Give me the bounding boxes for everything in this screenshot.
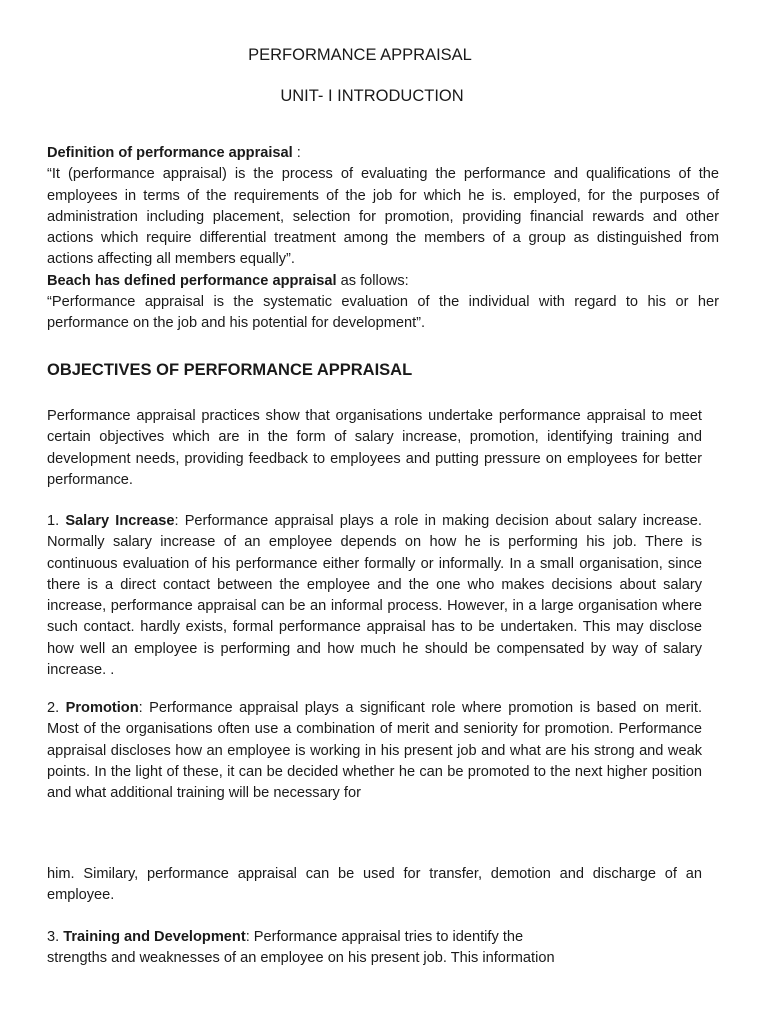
objectives-heading: OBJECTIVES OF PERFORMANCE APPRAISAL (47, 361, 413, 379)
salary-increase-label: Salary Increase (65, 513, 175, 529)
definition-label-suffix: : (292, 145, 301, 161)
document-title: PERFORMANCE APPRAISAL (248, 46, 472, 64)
beach-label-suffix: as follows: (336, 272, 409, 289)
training-development-text: : Performance appraisal tries to identify the (245, 929, 524, 945)
promotion-continued-paragraph: him. Similary, performance appraisal can be used for transfer, demotion and discharge of an employee. (47, 866, 702, 904)
definition-label: Definition of performance appraisal (47, 145, 293, 161)
training-development-paragraph (47, 927, 702, 970)
salary-increase-text: : Performance appraisal plays a role in making decision about salary increase. Normally salary increase of an employee depends on how he is performing his job. There is continuous evaluation of his performance either formally or informally. In a small organisation, since there is a direct contact between the employee and the one who makes decisions about salary increase, performance appraisal can be an informal process. However, in a large organisation where such contact. hardly exists, formal performance appraisal has to be undertaken. This may disclose how well an employee is performing and how much he should be compensated by way of salary increase. . (47, 513, 702, 679)
intro-paragraph: Performance appraisal practices show that organisations undertake performance appraisal to meet certain objectives which are in the form of salary increase, promotion, identifying training and development needs, providing feedback to employees and putting pressure on employees for better performance. (47, 408, 702, 488)
training-line-1 (47, 927, 702, 948)
promotion-paragraph (47, 698, 702, 804)
beach-quote: “Performance appraisal is the systematic evaluation of the individual with regard to his or her performance on the job and his potential for development”. (47, 294, 719, 332)
promotion-label: Promotion (65, 700, 139, 716)
salary-increase-paragraph (47, 511, 702, 681)
item-number: 2. (47, 700, 66, 716)
training-line-2: strengths and weaknesses of an employee on his present job. This information (47, 950, 555, 967)
definition-paragraph (47, 143, 719, 335)
definition-quote: “It (performance appraisal) is the process of evaluating the performance and qualifications of the employees in terms of the requirements of the job for which he is. employed, for the purposes of administration including placement, selection for promotion, providing financial rewards and other actions which require differential treatment among the members of a group as distinguished from actions affecting all members equally”. (47, 166, 719, 268)
beach-label: Beach has defined performance appraisal (47, 272, 337, 289)
item-number: 1. (47, 513, 66, 529)
unit-subtitle: UNIT- I INTRODUCTION (280, 87, 464, 105)
promotion-text: : Performance appraisal plays a significant role where promotion is based on merit. Most of the organisations often use a combination of merit and seniority for promotion. Performance appraisal discloses how an employee is working in his present job and what are his strong and weak points. In the light of these, it can be decided whether he can be promoted to the next higher position and what additional training will be necessary for (47, 700, 702, 802)
training-development-label: Training and Development (63, 929, 246, 945)
item-number: 3. (47, 929, 64, 945)
